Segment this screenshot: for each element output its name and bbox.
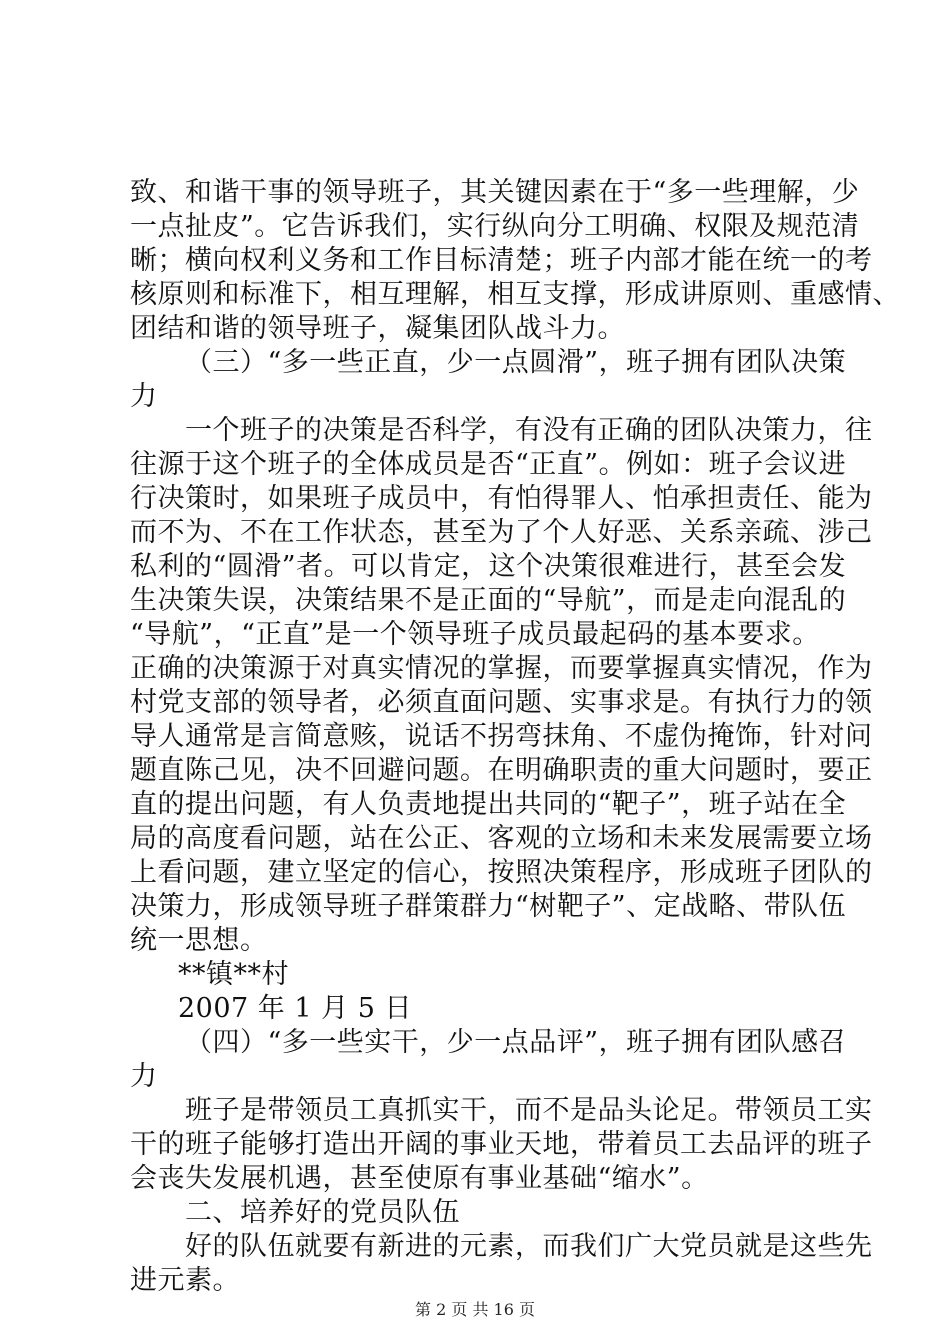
text-line: 局的高度看问题，站在公正、客观的立场和未来发展需要立场 [130, 823, 873, 854]
text-line: 干的班子能够打造出开阔的事业天地，带着员工去品评的班子 [130, 1129, 873, 1160]
paragraph-start: 好的队伍就要有新进的元素，而我们广大党员就是这些先 [185, 1231, 873, 1262]
text-line: 正确的决策源于对真实情况的掌握，而要掌握真实情况，作为 [130, 653, 873, 684]
paragraph-start: 一个班子的决策是否科学，有没有正确的团队决策力，往 [185, 415, 873, 446]
text-line: 致、和谐干事的领导班子，其关键因素在于“多一些理解，少 [130, 177, 860, 208]
text-line: “导航”，“正直”是一个领导班子成员最起码的基本要求。 [130, 619, 820, 650]
text-line: 力 [130, 381, 158, 412]
text-line: 题直陈己见，决不回避问题。在明确职责的重大问题时，要正 [130, 755, 873, 786]
paragraph-start: 班子是带领员工真抓实干，而不是品头论足。带领员工实 [185, 1095, 873, 1126]
section-heading: （四）“多一些实干，少一点品评”，班子拥有团队感召 [185, 1027, 847, 1058]
text-line: 决策力，形成领导班子群策群力“树靶子”、定战略、带队伍 [130, 891, 847, 922]
text-line: 统一思想。 [130, 925, 268, 956]
text-line: 而不为、不在工作状态，甚至为了个人好恶、关系亲疏、涉己 [130, 517, 873, 548]
text-line: 直的提出问题，有人负责地提出共同的“靶子”，班子站在全 [130, 789, 847, 820]
page-number-footer: 第 2 页 共 16 页 [415, 1300, 535, 1319]
text-line: 晰；横向权利义务和工作目标清楚；班子内部才能在统一的考 [130, 245, 873, 276]
text-line: 往源于这个班子的全体成员是否“正直”。例如：班子会议进 [130, 449, 847, 480]
text-line: 一点扯皮”。它告诉我们，实行纵向分工明确、权限及规范清 [130, 211, 860, 242]
text-line: 核原则和标准下，相互理解，相互支撑，形成讲原则、重感情、 [130, 279, 900, 310]
signature-date: 2007 年 1 月 5 日 [178, 993, 412, 1024]
section-heading: （三）“多一些正直，少一点圆滑”，班子拥有团队决策 [185, 347, 847, 378]
text-line: 会丧失发展机遇，甚至使原有事业基础“缩水”。 [130, 1163, 709, 1194]
signature-location: **镇**村 [178, 959, 289, 990]
text-line: 团结和谐的领导班子，凝集团队战斗力。 [130, 313, 625, 344]
section-heading: 二、培养好的党员队伍 [185, 1197, 460, 1228]
text-line: 进元素。 [130, 1265, 240, 1296]
text-line: 行决策时，如果班子成员中，有怕得罪人、怕承担责任、能为 [130, 483, 873, 514]
text-line: 导人通常是言简意赅，说话不拐弯抹角、不虚伪掩饰，针对问 [130, 721, 873, 752]
text-line: 生决策失误，决策结果不是正面的“导航”，而是走向混乱的 [130, 585, 847, 616]
text-line: 力 [130, 1061, 158, 1092]
text-line: 私利的“圆滑”者。可以肯定，这个决策很难进行，甚至会发 [130, 551, 847, 582]
text-line: 村党支部的领导者，必须直面问题、实事求是。有执行力的领 [130, 687, 873, 718]
text-line: 上看问题，建立坚定的信心，按照决策程序，形成班子团队的 [130, 857, 873, 888]
